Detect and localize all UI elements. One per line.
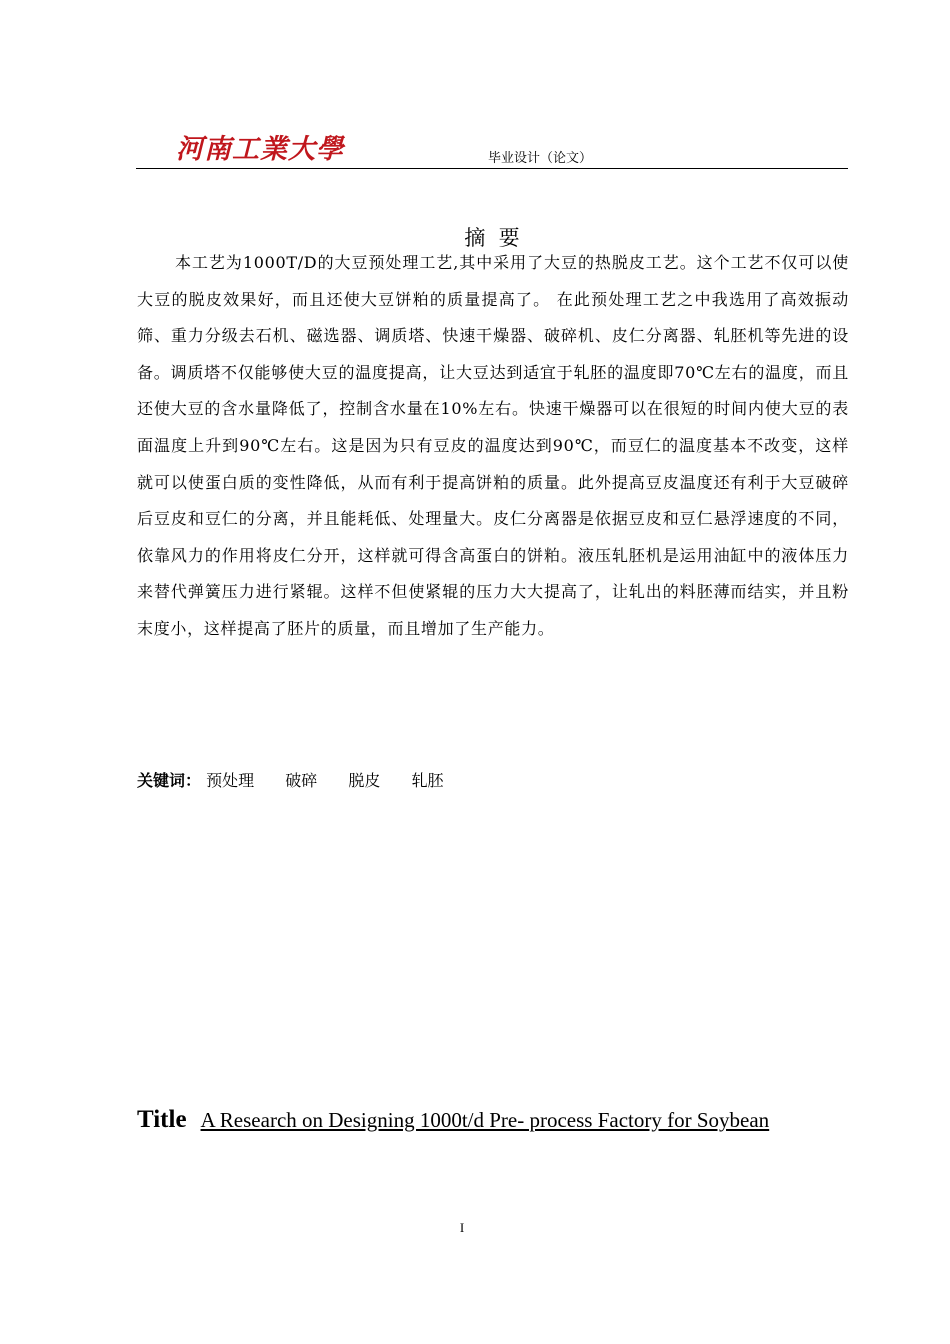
page-number: I	[459, 1220, 465, 1235]
english-title-line	[137, 1106, 769, 1134]
abstract-body: 本工艺为1000T/D的大豆预处理工艺,其中采用了大豆的热脱皮工艺。这个工艺不仅可以使大豆的脱皮效果好，而且还使大豆饼粕的质量提高了。 在此预处理工艺之中我选用了高效振动筛、重力分级去石机、磁选器、调质塔、快速干燥器、破碎机、皮仁分离器、轧胚机等先进的设备。调质塔不仅能够使大豆的温度提高，让大豆达到适宜于轧胚的温度即70℃左右的温度，而且还使大豆的含水量降低了，控制含水量在10%左右。快速干燥器可以在很短的时间内使大豆的表面温度上升到90℃左右。这是因为只有豆皮的温度达到90℃，而豆仁的温度基本不改变，这样就可以使蛋白质的变性降低，从而有利于提高饼粕的质量。此外提高豆皮温度还有利于大豆破碎后豆皮和豆仁的分离，并且能耗低、处理量大。皮仁分离器是依据豆皮和豆仁悬浮速度的不同，依靠风力的作用将皮仁分开，这样就可得含高蛋白的饼粕。液压轧胚机是运用油缸中的液体压力来替代弹簧压力进行紧辊。这样不但使紧辊的压力大大提高了，让轧出的料胚薄而结实，并且粉末度小，这样提高了胚片的质量，而且增加了生产能力。	[137, 253, 849, 638]
abstract-heading: 摘 要	[464, 226, 520, 250]
keyword-item: 脱皮	[348, 771, 381, 790]
header-doc-type: 毕业设计（论文）	[488, 151, 593, 166]
keyword-item: 轧胚	[411, 771, 444, 790]
english-title-text: A Research on Designing 1000t/d Pre- process Factory for Soybean	[200, 1108, 770, 1132]
header-divider	[136, 168, 848, 169]
keywords-label: 关键词：	[137, 771, 202, 790]
title-label: Title	[137, 1106, 187, 1133]
university-logo: 河南工業大學	[176, 134, 344, 165]
keyword-item: 预处理	[206, 771, 255, 790]
keywords-line	[137, 768, 469, 794]
keyword-item: 破碎	[285, 771, 318, 790]
